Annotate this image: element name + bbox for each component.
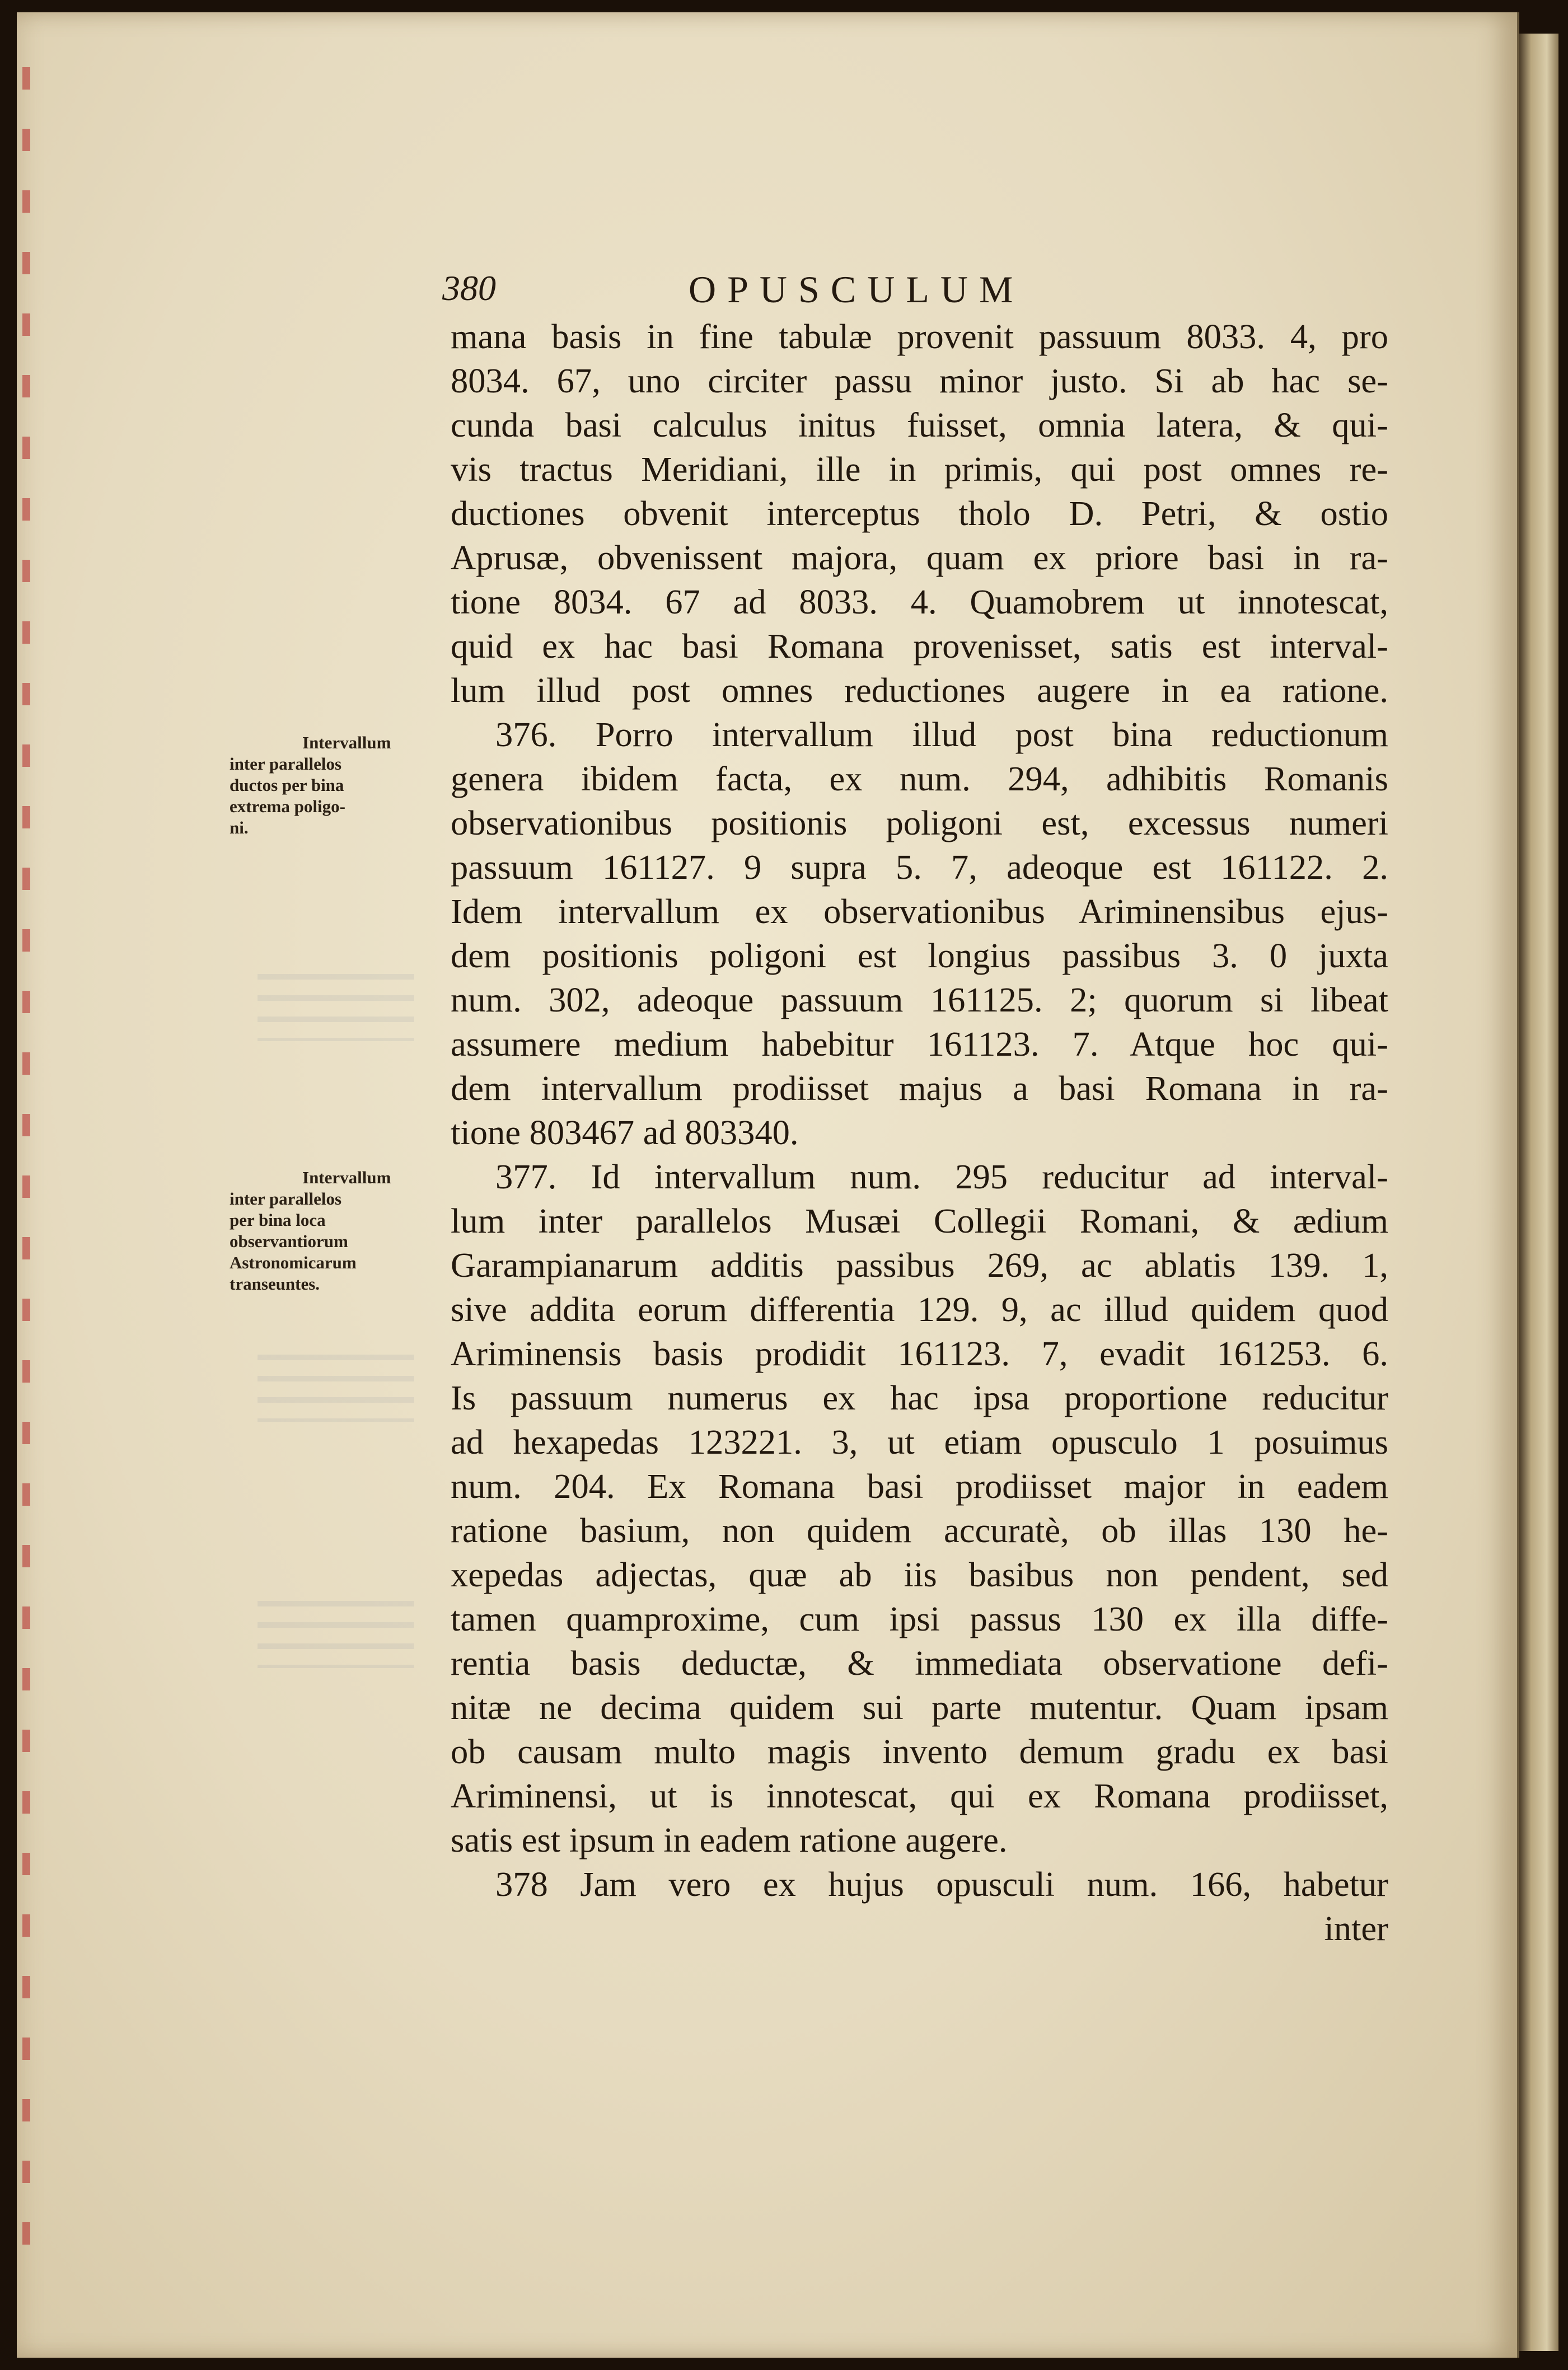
text-line: num. 204. Ex Romana basi prodiisset major in eadem [451,1467,1388,1506]
adjacent-page-edge [1519,34,1558,2351]
text-line: quid ex hac basi Romana provenisset, satis est interval- [451,626,1388,666]
text-line: cunda basi calculus initus fuisset, omnia latera, & qui- [451,405,1388,444]
margin-note-line: inter parallelos [230,1189,342,1209]
text-line: rentia basis deductæ, & immediata observatione defi- [451,1643,1388,1683]
text-line: assumere medium habebitur 161123. 7. Atque hoc qui- [451,1024,1388,1064]
text-line: ratione basium, non quidem accuratè, ob illas 130 he- [451,1511,1388,1550]
text-line: tamen quamproxime, cum ipsi passus 130 ex illa diffe- [451,1599,1388,1638]
text-line: Idem intervallum ex observationibus Ariminensibus ejus- [451,892,1388,931]
margin-note [230,1167,442,1295]
text-line: ad hexapedas 123221. 3, ut etiam opusculo 1 posuimus [451,1422,1388,1462]
margin-note-line: ni. [230,818,249,837]
catchword: inter [1324,1909,1388,1948]
ink-bleed-through [258,1601,414,1668]
text-line: Ariminensi, ut is innotescat, qui ex Romana prodiisset, [451,1776,1388,1815]
margin-note-line: observantiorum [230,1231,348,1251]
margin-note-line: Astronomicarum [230,1253,357,1272]
text-line: Aprusæ, obvenissent majora, quam ex priore basi in ra- [451,538,1388,577]
text-line: mana basis in fine tabulæ provenit passuum 8033. 4, pro [451,317,1388,356]
margin-note-line: Intervallum [302,733,391,752]
margin-note-line: ductos per bina [230,775,344,795]
text-line: satis est ipsum in eadem ratione augere. [451,1820,1008,1860]
text-line: passuum 161127. 9 supra 5. 7, adeoque est 161122. 2. [451,847,1388,887]
text-line: nitæ ne decima quidem sui parte mutentur. Quam ipsam [451,1688,1388,1727]
text-line: 8034. 67, uno circiter passu minor justo. Si ab hac se- [451,361,1388,400]
text-line: vis tractus Meridiani, ille in primis, qui post omnes re- [451,449,1388,489]
text-line: tione 8034. 67 ad 8033. 4. Quamobrem ut innotescat, [451,582,1388,621]
text-line: observationibus positionis poligoni est, excessus numeri [451,803,1388,842]
running-title: OPUSCULUM [689,268,1024,311]
text-line: dem intervallum prodiisset majus a basi Romana in ra- [451,1069,1388,1108]
text-line: ob causam multo magis invento demum gradu ex basi [451,1732,1388,1771]
text-line: Garampianarum additis passibus 269, ac ablatis 139. 1, [451,1245,1388,1285]
margin-note-line: extrema poligo- [230,797,345,816]
paragraph-start-376: 376. Porro intervallum illud post bina reductionum [495,715,1388,754]
paragraph-start-377: 377. Id intervallum num. 295 reducitur ad interval- [495,1157,1388,1196]
binding-marks [22,67,30,2250]
text-line: dem positionis poligoni est longius passibus 3. 0 juxta [451,936,1388,975]
margin-note [230,732,442,839]
body-text [451,315,1388,1951]
text-line: num. 302, adeoque passuum 161125. 2; quorum si libeat [451,980,1388,1019]
text-line: ductiones obvenit interceptus tholo D. Petri, & ostio [451,494,1388,533]
text-line: Ariminensis basis prodidit 161123. 7, evadit 161253. 6. [451,1334,1388,1373]
text-line: tione 803467 ad 803340. [451,1113,799,1152]
ink-bleed-through [258,974,414,1041]
text-line: lum illud post omnes reductiones augere in ea ratione. [451,671,1388,710]
text-line: sive addita eorum differentia 129. 9, ac illud quidem quod [451,1290,1388,1329]
text-line: lum inter parallelos Musæi Collegii Romani, & ædium [451,1201,1388,1240]
margin-note-line: transeuntes. [230,1274,320,1294]
text-line: genera ibidem facta, ex num. 294, adhibitis Romanis [451,759,1388,798]
margin-note-line: Intervallum [302,1168,391,1187]
text-line: xepedas adjectas, quæ ab iis basibus non pendent, sed [451,1555,1388,1594]
margin-note-line: per bina loca [230,1210,326,1230]
page-number: 380 [442,268,496,308]
text-line: Is passuum numerus ex hac ipsa proportione reducitur [451,1378,1388,1417]
paragraph-start-378: 378 Jam vero ex hujus opusculi num. 166, habetur [495,1865,1388,1904]
margin-note-line: inter parallelos [230,754,342,774]
ink-bleed-through [258,1355,414,1422]
